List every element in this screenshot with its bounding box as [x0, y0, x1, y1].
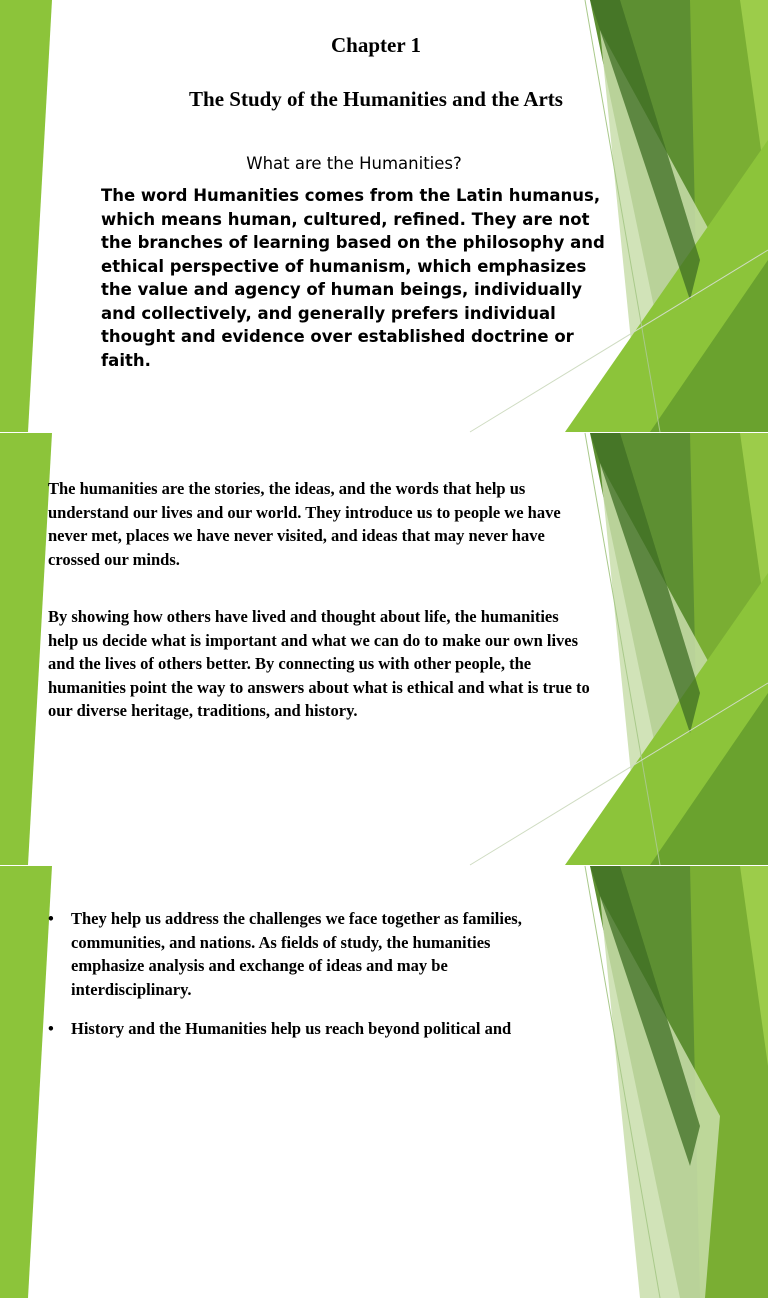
- left-green-bar: [0, 433, 52, 865]
- chapter-label: Chapter 1: [330, 33, 422, 57]
- slide-1: [0, 0, 768, 432]
- bullet-dot: •: [48, 909, 54, 928]
- bullet-text: History and the Humanities help us reach beyond political and: [71, 1019, 512, 1038]
- humanities-definition: The word Humanities comes from the Latin humanus, which means human, cultured, refined. They are not the branches of learning based on the philosophy and ethical perspective of humanism, which emphasizes the value and agency of human beings, individually and collectively, and generally prefers individual thought and evidence over established doctrine or faith.: [101, 186, 605, 370]
- slide-title: The Study of the Humanities and the Arts: [189, 87, 563, 111]
- bullet-dot: •: [48, 1019, 54, 1038]
- left-green-bar: [0, 0, 52, 432]
- humanities-paragraph: The humanities are the stories, the ideas, and the words that help us understand our lives and our world. They introduce us to people we have never met, places we have never visited, and ideas that may never have crossed our minds.: [48, 479, 561, 569]
- humanities-paragraph: By showing how others have lived and thought about life, the humanities help us decide what is important and what we can do to make our own lives and the lives of others better. By connecting us with other people, the humanities point the way to answers about what is ethical and what is true to our diverse heritage, traditions, and history.: [48, 607, 590, 720]
- slide-3: [0, 866, 768, 1038]
- left-green-bar: [0, 866, 52, 1298]
- bullet-text: They help us address the challenges we face together as families, communities, and nations. As fields of study, the humanities emphasize analysis and exchange of ideas and may be interdisciplinary.: [71, 909, 522, 999]
- section-subheading: What are the Humanities?: [246, 154, 462, 173]
- slide-2: [0, 433, 768, 865]
